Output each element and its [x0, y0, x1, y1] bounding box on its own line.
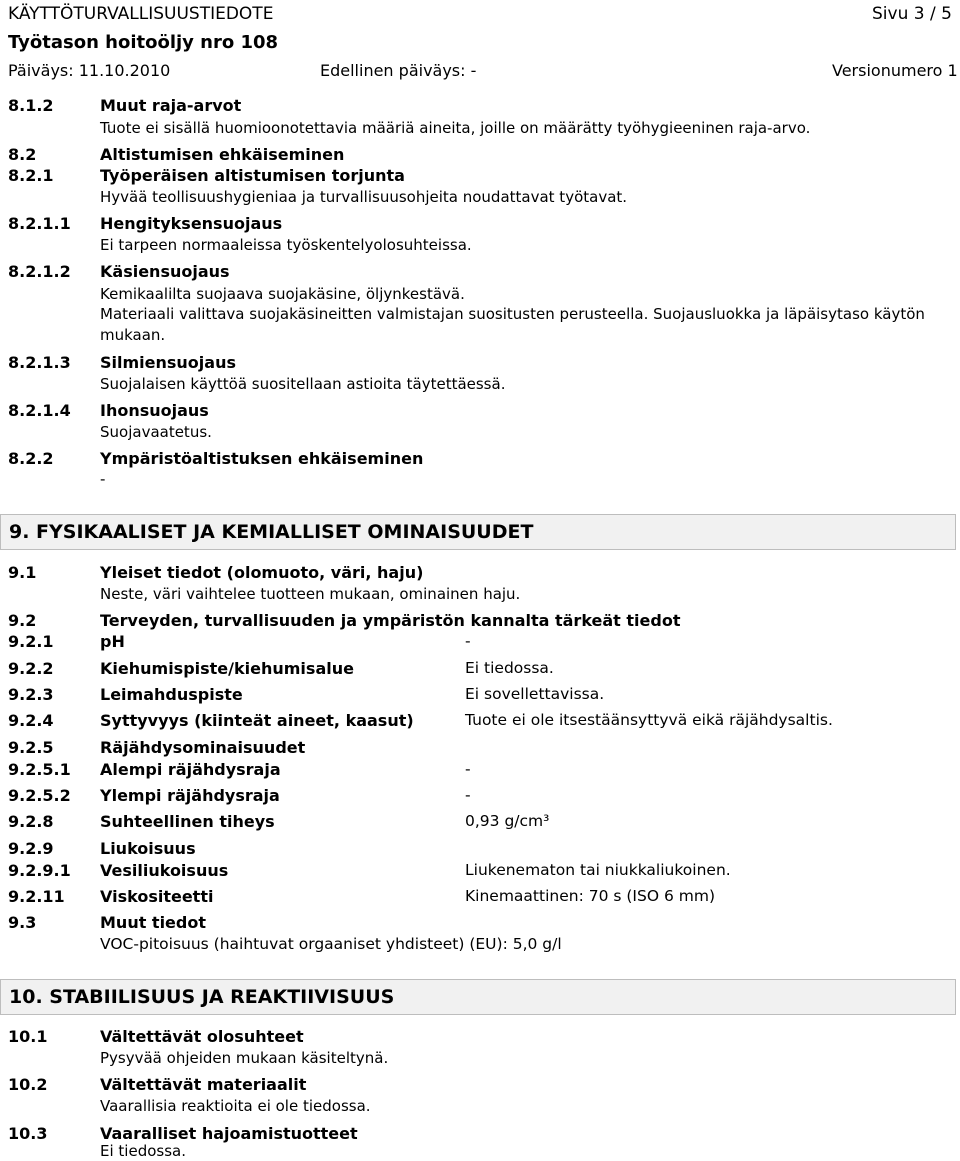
property-name: Liukoisuus	[100, 839, 196, 858]
section-title: Terveyden, turvallisuuden ja ympäristön kannalta tärkeät tiedot	[100, 611, 681, 630]
property-value: Tuote ei ole itsestäänsyttyvä eikä räjähdysaltis.	[465, 711, 833, 729]
section-number: 9.1	[8, 563, 37, 582]
property-value: -	[465, 760, 471, 778]
section-number: 8.2.1.3	[8, 353, 71, 372]
page-total: 5	[941, 4, 952, 24]
section-number: 8.2.1	[8, 166, 54, 185]
section-title: Ympäristöaltistuksen ehkäiseminen	[100, 449, 424, 468]
property-name: Syttyvyys (kiinteät aineet, kaasut)	[100, 711, 414, 730]
property-number: 9.2.3	[8, 685, 54, 704]
section-number: 8.2.1.2	[8, 262, 71, 281]
page-label: Sivu	[872, 4, 909, 24]
property-value: Ei tiedossa.	[465, 659, 554, 677]
section-title: Altistumisen ehkäiseminen	[100, 145, 345, 164]
section-title: Yleiset tiedot (olomuoto, väri, haju)	[100, 563, 424, 582]
property-name: Viskositeetti	[100, 887, 214, 906]
section-text: Ei tiedossa.	[100, 1142, 186, 1160]
section-heading: 10. STABIILISUUS JA REAKTIIVISUUS	[9, 986, 395, 1008]
property-name: pH	[100, 632, 125, 651]
section-number: 9.3	[8, 913, 37, 932]
property-value: -	[465, 786, 471, 804]
section-title: Ihonsuojaus	[100, 401, 209, 420]
property-number: 9.2.5.2	[8, 786, 71, 805]
property-name: Vesiliukoisuus	[100, 861, 229, 880]
previous-date: Edellinen päiväys: -	[320, 61, 477, 80]
section-title: Muut tiedot	[100, 913, 206, 932]
property-number: 9.2.9	[8, 839, 54, 858]
section-text: Neste, väri vaihtelee tuotteen mukaan, ominainen haju.	[100, 585, 521, 603]
page-current: 3	[913, 4, 925, 24]
section-heading-band	[0, 514, 956, 550]
section-title: Vaaralliset hajoamistuotteet	[100, 1124, 358, 1143]
property-value: Liukenematon tai niukkaliukoinen.	[465, 861, 731, 879]
section-text: Materiaali valittava suojakäsineitten valmistajan suositusten perusteella. Suojausluokka ja läpäisytaso käytön	[100, 305, 925, 323]
product-name: Työtason hoitoöljy nro 108	[8, 32, 279, 53]
section-number: 8.1.2	[8, 96, 54, 115]
property-value: 0,93 g/cm³	[465, 812, 550, 830]
section-text: mukaan.	[100, 326, 166, 344]
property-number: 9.2.9.1	[8, 861, 71, 880]
section-number: 8.2.2	[8, 449, 54, 468]
section-text: Suojalaisen käyttöä suositellaan astioita täytettäessä.	[100, 375, 506, 393]
property-name: Suhteellinen tiheys	[100, 812, 275, 831]
section-text: VOC-pitoisuus (haihtuvat orgaaniset yhdisteet) (EU): 5,0 g/l	[100, 935, 562, 953]
property-name: Ylempi räjähdysraja	[100, 786, 280, 805]
section-text: Pysyvää ohjeiden mukaan käsiteltynä.	[100, 1049, 389, 1067]
section-number: 8.2.1.4	[8, 401, 71, 420]
section-number: 8.2.1.1	[8, 214, 71, 233]
property-name: Kiehumispiste/kiehumisalue	[100, 659, 354, 678]
section-title: Vältettävät materiaalit	[100, 1075, 307, 1094]
section-number: 8.2	[8, 145, 37, 164]
section-text: Hyvää teollisuushygieniaa ja turvallisuusohjeita noudattavat työtavat.	[100, 188, 628, 206]
version-number: Versionumero 1	[832, 61, 958, 80]
section-heading-band	[0, 979, 956, 1015]
section-title: Silmiensuojaus	[100, 353, 236, 372]
property-name: Alempi räjähdysraja	[100, 760, 281, 779]
page-separator: /	[930, 4, 936, 24]
document-title: KÄYTTÖTURVALLISUUSTIEDOTE	[8, 4, 274, 24]
section-heading: 9. FYSIKAALISET JA KEMIALLISET OMINAISUUDET	[9, 521, 534, 543]
section-title: Työperäisen altistumisen torjunta	[100, 166, 405, 185]
property-number: 9.2.11	[8, 887, 65, 906]
section-text: Ei tarpeen normaaleissa työskentelyolosuhteissa.	[100, 236, 472, 254]
property-number: 9.2.5	[8, 738, 54, 757]
property-value: Ei sovellettavissa.	[465, 685, 605, 703]
section-title: Hengityksensuojaus	[100, 214, 283, 233]
section-text: -	[100, 470, 106, 488]
property-name: Leimahduspiste	[100, 685, 243, 704]
section-number: 9.2	[8, 611, 37, 630]
section-number: 10.2	[8, 1075, 48, 1094]
section-title: Käsiensuojaus	[100, 262, 230, 281]
issue-date: Päiväys: 11.10.2010	[8, 61, 171, 80]
property-name: Räjähdysominaisuudet	[100, 738, 306, 757]
property-number: 9.2.4	[8, 711, 54, 730]
property-number: 9.2.8	[8, 812, 54, 831]
section-text: Suojavaatetus.	[100, 423, 212, 441]
section-text: Vaarallisia reaktioita ei ole tiedossa.	[100, 1097, 371, 1115]
property-number: 9.2.1	[8, 632, 54, 651]
property-number: 9.2.2	[8, 659, 54, 678]
property-value: -	[465, 632, 471, 650]
section-title: Vältettävät olosuhteet	[100, 1027, 304, 1046]
section-text: Kemikaalilta suojaava suojakäsine, öljynkestävä.	[100, 285, 465, 303]
section-number: 10.3	[8, 1124, 48, 1143]
property-value: Kinemaattinen: 70 s (ISO 6 mm)	[465, 887, 715, 905]
property-number: 9.2.5.1	[8, 760, 71, 779]
section-title: Muut raja-arvot	[100, 96, 242, 115]
section-text: Tuote ei sisällä huomioonotettavia määriä aineita, joille on määrätty työhygieeninen raja-arvo.	[100, 119, 811, 137]
page-number	[872, 4, 952, 24]
section-number: 10.1	[8, 1027, 48, 1046]
